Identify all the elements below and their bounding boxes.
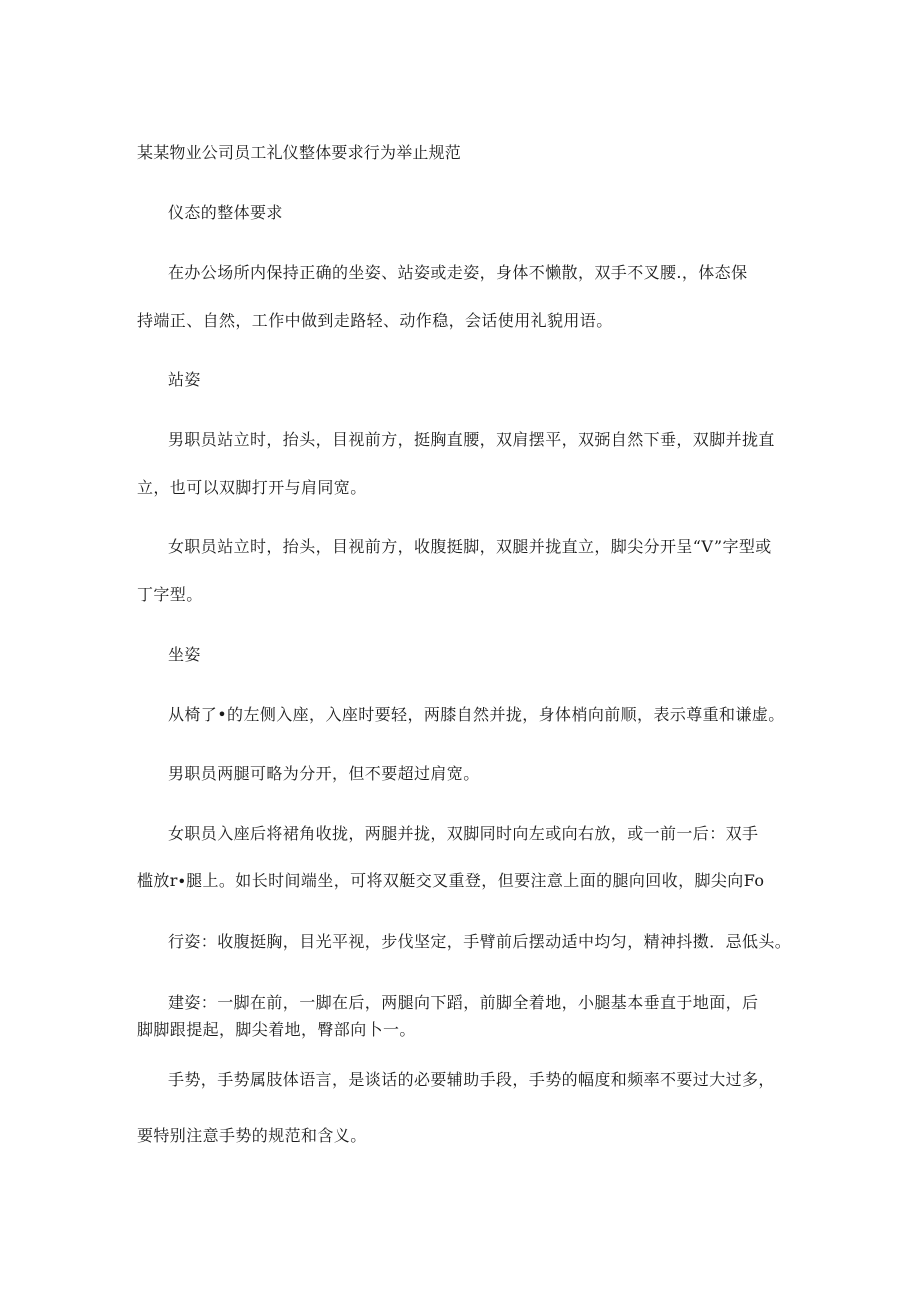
paragraph-line: 持端正、自然，工作中做到走路轻、动作稳，会话使用礼貌用语。: [137, 311, 613, 330]
paragraph-line: 要特别注意手势的规范和含义。: [137, 1126, 367, 1145]
paragraph-line: 男职员两腿可略为分开，但不要超过肩宽。: [168, 764, 480, 783]
document-title: 某某物业公司员工礼仪整体要求行为举止规范: [137, 143, 462, 162]
heading-standing: 站姿: [168, 370, 201, 389]
paragraph-line: 女职员站立时，抬头，目视前方，收腹挺脚，双腿并拢直立，脚尖分开呈“V”字型或: [168, 537, 772, 556]
paragraph-line: 男职员站立时，抬头，目视前方，挺胸直腰，双肩摆平，双弼自然下垂，双脚并拢直: [168, 430, 775, 449]
paragraph-line: 行姿：收腹挺胸，目光平视，步伐坚定，手臂前后摆动适中均匀，精神抖擞．忌低头。: [168, 932, 792, 951]
heading-sitting: 坐姿: [168, 645, 201, 664]
paragraph-line: 立，也可以双脚打开与肩同宽。: [137, 478, 367, 497]
heading-posture-requirements: 仪态的整体要求: [168, 203, 283, 222]
paragraph-line: 建姿：一脚在前，一脚在后，两腿向下蹈，前脚全着地，小腿基本垂直于地面，后: [168, 993, 759, 1012]
paragraph-line: 从椅了•的左侧入座，入座时要轻，两膝自然并拢，身体梢向前顺，表示尊重和谦虚。: [168, 705, 785, 724]
paragraph-line: 脚脚跟提起，脚尖着地，臀部向卜一。: [137, 1020, 416, 1039]
paragraph-line: 女职员入座后将裙角收拢，两腿并拢，双脚同时向左或向右放，或一前一后：双手: [168, 824, 759, 843]
paragraph-line: 手势，手势属肢体语言，是谈话的必要辅助手段，手势的幅度和频率不要过大过多，: [168, 1070, 775, 1089]
paragraph-line: 丁字型。: [137, 585, 203, 604]
paragraph-line: 在办公场所内保持正确的坐姿、站姿或走姿，身体不懒散，双手不叉腰.，体态保: [168, 263, 748, 282]
paragraph-line: 槛放r∙腿上。如长时间端坐，可将双艇交叉重登，但要注意上面的腿向回收，脚尖向Fo: [137, 871, 765, 890]
